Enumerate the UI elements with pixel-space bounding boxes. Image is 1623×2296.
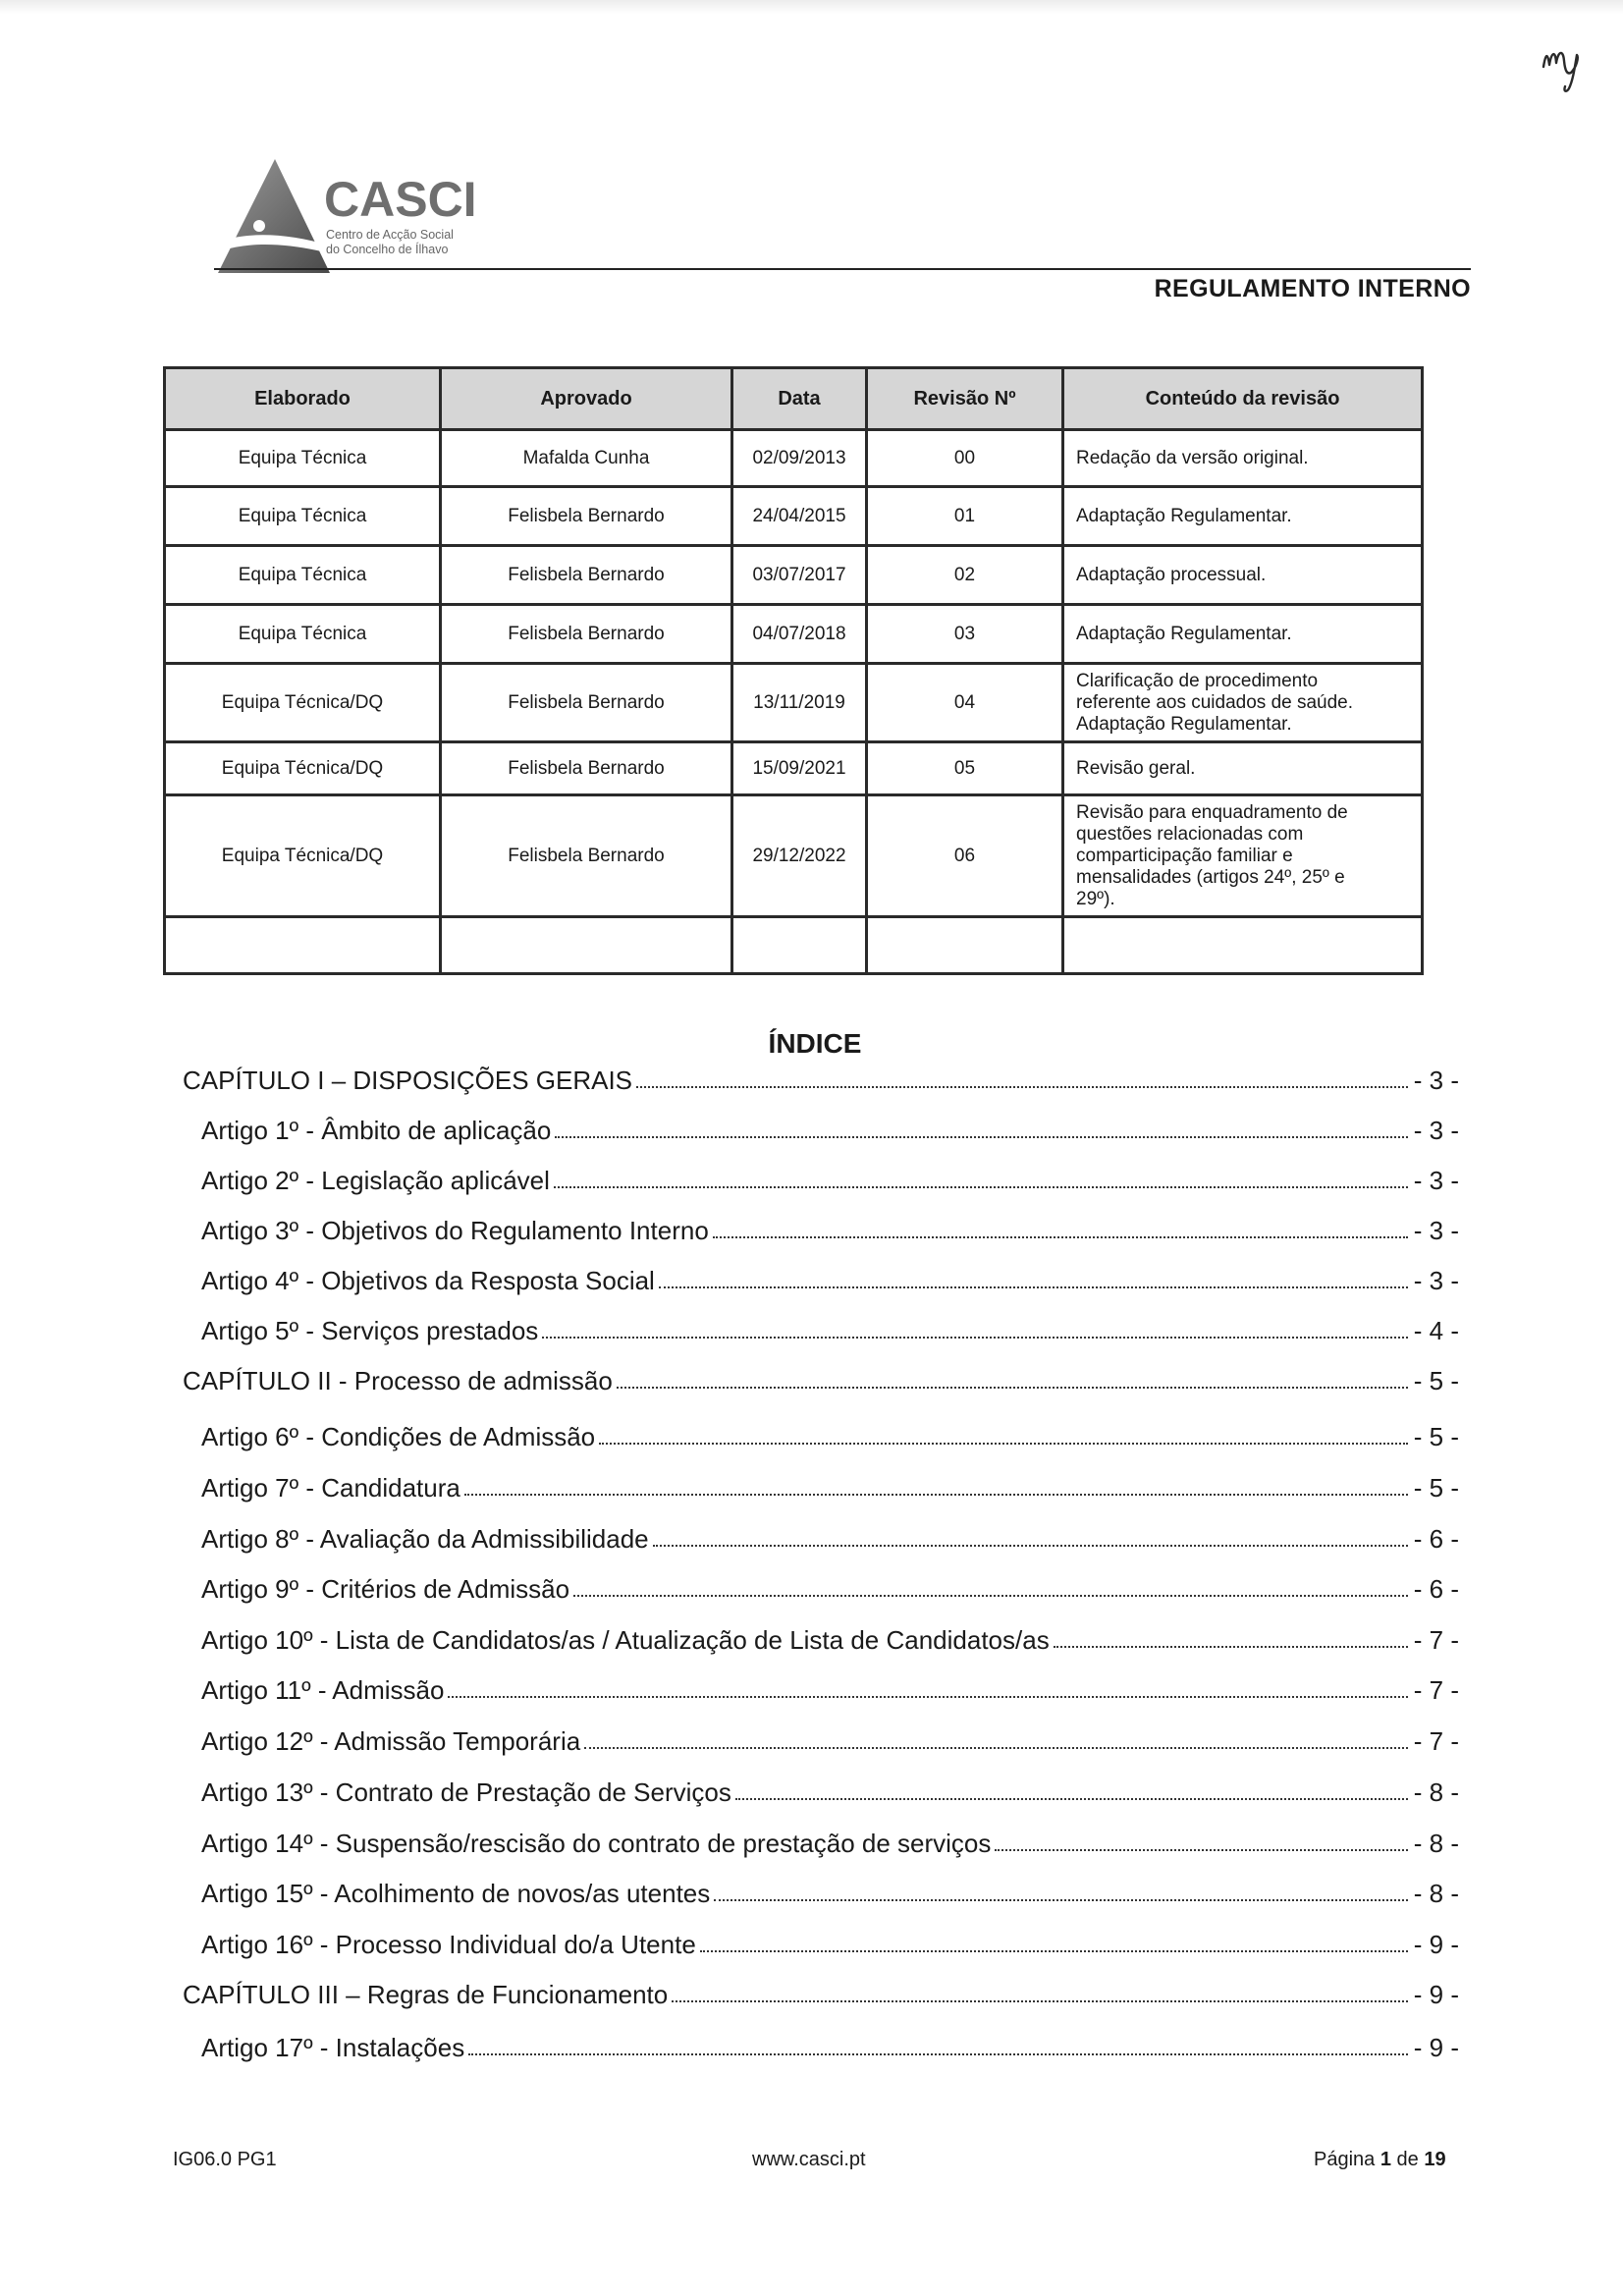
elaborado-cell: Equipa Técnica — [165, 430, 441, 487]
toc-entry-label: Artigo 16º - Processo Individual do/a Utente — [201, 1930, 696, 1959]
toc-dot-leader — [542, 1337, 1407, 1339]
toc-dot-leader — [713, 1236, 1408, 1238]
toc-entry-label: Artigo 1º - Âmbito de aplicação — [201, 1116, 552, 1145]
aprovado-cell: Felisbela Bernardo — [441, 795, 732, 917]
toc-chapter-entry[interactable] — [183, 1361, 1459, 1396]
toc-dot-leader — [584, 1747, 1408, 1749]
revision-table-body — [165, 430, 1423, 974]
toc-dot-leader — [573, 1595, 1408, 1597]
conteudo-line: Revisão para enquadramento de — [1076, 801, 1348, 823]
toc-entry-label: Artigo 9º - Critérios de Admissão — [201, 1574, 570, 1604]
toc-dot-leader — [636, 1086, 1408, 1088]
revision-history-table — [163, 366, 1424, 975]
page-top-shade — [0, 0, 1623, 14]
toc-entry-page: - 6 - — [1413, 1574, 1459, 1604]
elaborado-cell — [165, 917, 441, 974]
toc-dot-leader — [653, 1545, 1408, 1547]
data-cell: 04/07/2018 — [732, 605, 867, 664]
toc-entry-label: Artigo 6º - Condições de Admissão — [201, 1422, 596, 1451]
revisao-cell: 04 — [867, 664, 1063, 742]
page-total: 19 — [1424, 2149, 1446, 2170]
toc-entry-label: Artigo 11º - Admissão — [201, 1675, 445, 1705]
toc-entry-page: - 7 - — [1413, 1675, 1459, 1705]
toc-entry-label: Artigo 3º - Objetivos do Regulamento Interno — [201, 1216, 709, 1245]
conteudo-line: questões relacionadas com — [1076, 823, 1304, 845]
toc-entry-page: - 3 - — [1413, 1116, 1459, 1145]
toc-entry-label: Artigo 10º - Lista de Candidatos/as / Atualização de Lista de Candidatos/as — [201, 1625, 1050, 1655]
data-cell — [732, 917, 867, 974]
conteudo-cell — [1063, 742, 1423, 795]
toc-article-entry[interactable] — [201, 1569, 1459, 1605]
index-title: ÍNDICE — [768, 1028, 862, 1059]
toc-dot-leader — [448, 1696, 1407, 1698]
elaborado-cell: Equipa Técnica/DQ — [165, 795, 441, 917]
elaborado-cell: Equipa Técnica — [165, 546, 441, 605]
toc-entry-label: Artigo 17º - Instalações — [201, 2033, 465, 2062]
revisao-cell — [867, 917, 1063, 974]
toc-entry-label: Artigo 8º - Avaliação da Admissibilidade — [201, 1524, 649, 1554]
toc-dot-leader — [464, 1494, 1408, 1496]
conteudo-cell — [1063, 664, 1423, 742]
toc-dot-leader — [700, 1950, 1408, 1952]
toc-entry-label: Artigo 2º - Legislação aplicável — [201, 1166, 550, 1195]
toc-dot-leader — [995, 1849, 1407, 1851]
conteudo-cell — [1063, 430, 1423, 487]
column-header-revisao: Revisão Nº — [867, 368, 1063, 430]
elaborado-cell: Equipa Técnica/DQ — [165, 664, 441, 742]
toc-article-entry[interactable] — [201, 1925, 1459, 1960]
column-header-elaborado: Elaborado — [165, 368, 441, 430]
revision-table-row — [165, 664, 1423, 742]
toc-dot-leader — [617, 1387, 1408, 1389]
revisao-cell: 06 — [867, 795, 1063, 917]
toc-entry-label: Artigo 4º - Objetivos da Resposta Social — [201, 1266, 655, 1295]
conteudo-cell — [1063, 487, 1423, 546]
toc-entry-label: CAPÍTULO I – DISPOSIÇÕES GERAIS — [183, 1066, 633, 1095]
document-title: REGULAMENTO INTERNO — [1154, 275, 1471, 302]
toc-entry-label: Artigo 14º - Suspensão/rescisão do contrato de prestação de serviços — [201, 1829, 992, 1858]
conteudo-line: Adaptação Regulamentar. — [1076, 505, 1292, 526]
conteudo-line: mensalidades (artigos 24º, 25º e — [1076, 866, 1345, 888]
toc-article-entry[interactable] — [201, 1519, 1459, 1555]
toc-dot-leader — [468, 2053, 1408, 2055]
toc-entry-page: - 7 - — [1413, 1625, 1459, 1655]
aprovado-cell: Felisbela Bernardo — [441, 664, 732, 742]
elaborado-cell: Equipa Técnica/DQ — [165, 742, 441, 795]
column-header-data: Data — [732, 368, 867, 430]
revision-table-row — [165, 605, 1423, 664]
toc-entry-page: - 7 - — [1413, 1726, 1459, 1756]
toc-dot-leader — [599, 1443, 1408, 1445]
conteudo-line: Redação da versão original. — [1076, 447, 1309, 468]
footer-page-number — [1314, 2149, 1446, 2171]
conteudo-line: Adaptação processual. — [1076, 564, 1267, 585]
toc-entry-page: - 4 - — [1413, 1316, 1459, 1345]
toc-dot-leader — [555, 1136, 1407, 1138]
conteudo-cell — [1063, 546, 1423, 605]
toc-entry-page: - 3 - — [1413, 1266, 1459, 1295]
logo-subtitle-line2: do Concelho de Ílhavo — [326, 243, 449, 256]
elaborado-cell: Equipa Técnica — [165, 605, 441, 664]
toc-dot-leader — [659, 1286, 1408, 1288]
toc-entry-page: - 3 - — [1413, 1166, 1459, 1195]
revision-table-row — [165, 917, 1423, 974]
toc-dot-leader — [1054, 1646, 1408, 1648]
revision-table-row — [165, 795, 1423, 917]
toc-entry-label: Artigo 5º - Serviços prestados — [201, 1316, 539, 1345]
toc-article-entry[interactable] — [201, 1417, 1459, 1452]
revisao-cell: 03 — [867, 605, 1063, 664]
toc-dot-leader — [672, 2000, 1408, 2002]
column-header-aprovado: Aprovado — [441, 368, 732, 430]
casci-logo-mark-icon — [214, 159, 330, 273]
toc-dot-leader — [735, 1798, 1408, 1800]
toc-entry-page: - 5 - — [1413, 1422, 1459, 1451]
toc-article-entry[interactable] — [201, 1211, 1459, 1246]
casci-logo — [214, 159, 479, 277]
data-cell: 24/04/2015 — [732, 487, 867, 546]
revision-table-header-row — [165, 368, 1423, 430]
page-label: Página — [1314, 2149, 1376, 2170]
toc-entry-page: - 8 - — [1413, 1777, 1459, 1807]
aprovado-cell: Mafalda Cunha — [441, 430, 732, 487]
toc-entry-page: - 5 - — [1413, 1366, 1459, 1395]
toc-entry-label: Artigo 12º - Admissão Temporária — [201, 1726, 581, 1756]
toc-article-entry[interactable] — [201, 1722, 1459, 1757]
footer-website-link[interactable]: www.casci.pt — [752, 2149, 866, 2170]
logo-name: CASCI — [324, 172, 477, 227]
page-current: 1 — [1380, 2149, 1391, 2170]
toc-chapter-entry[interactable] — [183, 1061, 1459, 1096]
data-cell: 03/07/2017 — [732, 546, 867, 605]
conteudo-line: referente aos cuidados de saúde. — [1076, 691, 1354, 713]
revisao-cell: 02 — [867, 546, 1063, 605]
logo-subtitle — [326, 228, 454, 257]
toc-entry-page: - 3 - — [1413, 1066, 1459, 1095]
handwritten-initials-signature — [1540, 37, 1589, 94]
aprovado-cell — [441, 917, 732, 974]
revisao-cell: 05 — [867, 742, 1063, 795]
conteudo-cell — [1063, 795, 1423, 917]
toc-entry-page: - 5 - — [1413, 1473, 1459, 1503]
toc-article-entry[interactable] — [201, 2028, 1459, 2063]
revision-table-row — [165, 546, 1423, 605]
toc-article-entry[interactable] — [201, 1824, 1459, 1859]
conteudo-cell — [1063, 917, 1423, 974]
elaborado-cell: Equipa Técnica — [165, 487, 441, 546]
toc-chapter-entry[interactable] — [183, 1975, 1459, 2010]
toc-article-entry[interactable] — [201, 1311, 1459, 1346]
toc-entry-label: Artigo 13º - Contrato de Prestação de Serviços — [201, 1777, 731, 1807]
toc-entry-label: CAPÍTULO II - Processo de admissão — [183, 1366, 613, 1395]
conteudo-line: comparticipação familiar e — [1076, 845, 1293, 866]
data-cell: 02/09/2013 — [732, 430, 867, 487]
conteudo-line: Revisão geral. — [1076, 757, 1196, 779]
toc-entry-page: - 9 - — [1413, 2033, 1459, 2062]
toc-entry-page: - 6 - — [1413, 1524, 1459, 1554]
aprovado-cell: Felisbela Bernardo — [441, 546, 732, 605]
header-divider — [214, 268, 1471, 270]
conteudo-line: Adaptação Regulamentar. — [1076, 623, 1292, 644]
toc-dot-leader — [554, 1186, 1408, 1188]
footer-document-code: IG06.0 PG1 — [173, 2149, 277, 2170]
toc-dot-leader — [714, 1899, 1408, 1901]
conteudo-line: 29º). — [1076, 888, 1115, 909]
revision-table-row — [165, 742, 1423, 795]
aprovado-cell: Felisbela Bernardo — [441, 487, 732, 546]
toc-article-entry[interactable] — [201, 1773, 1459, 1808]
data-cell: 29/12/2022 — [732, 795, 867, 917]
conteudo-line: Clarificação de procedimento — [1076, 670, 1319, 691]
toc-entry-label: CAPÍTULO III – Regras de Funcionamento — [183, 1980, 669, 2009]
toc-entry-page: - 3 - — [1413, 1216, 1459, 1245]
toc-entry-page: - 9 - — [1413, 1980, 1459, 2009]
revisao-cell: 01 — [867, 487, 1063, 546]
data-cell: 13/11/2019 — [732, 664, 867, 742]
conteudo-cell — [1063, 605, 1423, 664]
aprovado-cell: Felisbela Bernardo — [441, 742, 732, 795]
toc-entry-page: - 8 - — [1413, 1829, 1459, 1858]
toc-article-entry[interactable] — [201, 1620, 1459, 1656]
revision-table-row — [165, 487, 1423, 546]
toc-article-entry[interactable] — [201, 1111, 1459, 1146]
toc-article-entry[interactable] — [201, 1874, 1459, 1909]
page-of-label: de — [1396, 2149, 1419, 2170]
conteudo-line: Adaptação Regulamentar. — [1076, 713, 1292, 735]
toc-entry-page: - 8 - — [1413, 1879, 1459, 1908]
toc-article-entry[interactable] — [201, 1261, 1459, 1296]
toc-entry-label: Artigo 15º - Acolhimento de novos/as utentes — [201, 1879, 711, 1908]
toc-entry-page: - 9 - — [1413, 1930, 1459, 1959]
column-header-conteudo: Conteúdo da revisão — [1063, 368, 1423, 430]
logo-subtitle-line1: Centro de Acção Social — [326, 228, 454, 242]
toc-article-entry[interactable] — [201, 1670, 1459, 1706]
revision-table-row — [165, 430, 1423, 487]
toc-article-entry[interactable] — [201, 1161, 1459, 1196]
data-cell: 15/09/2021 — [732, 742, 867, 795]
aprovado-cell: Felisbela Bernardo — [441, 605, 732, 664]
toc-article-entry[interactable] — [201, 1468, 1459, 1503]
toc-entry-label: Artigo 7º - Candidatura — [201, 1473, 460, 1503]
revisao-cell: 00 — [867, 430, 1063, 487]
